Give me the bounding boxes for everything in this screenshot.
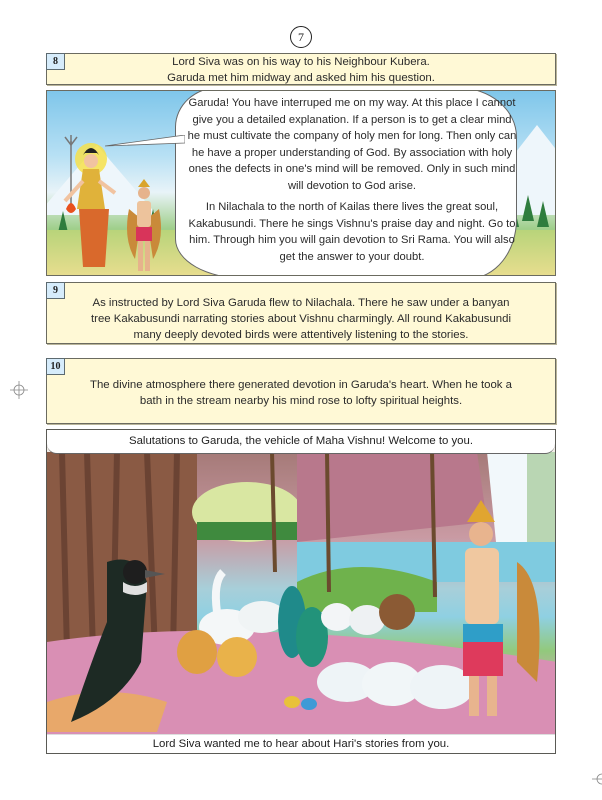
caption-text <box>47 54 555 86</box>
caption-panel-9 <box>46 282 556 344</box>
speech-paragraph-1: Garuda! You have interruped me on my way. At this place I cannot give you a detailed explanation. If a person is to get a clear mind he must cultivate the company of holy men for long. Then only can he have a proper understanding of God. By association with holy ones the defects in one's mind will be removed. Only in such mind will devotion to God arise. <box>187 97 517 192</box>
panel-number-tag: 9 <box>46 282 65 299</box>
caption-panel-10 <box>46 358 556 424</box>
siva-figure-icon <box>61 131 119 276</box>
speech-paragraph-2: In Nilachala to the north of Kailas there lives the great soul, Kakabusundi. There he sings Vishnu's praise day and night. Go to him. Through him you will gain devotion to Sri Rama. You will also get the answer to your doubt. <box>188 201 516 263</box>
page-number: 7 <box>290 26 312 48</box>
garuda-speech: Lord Siva wanted me to hear about Hari's stories from you. <box>47 734 555 753</box>
kakabusundi-speech: Salutations to Garuda, the vehicle of Maha Vishnu! Welcome to you. <box>47 430 555 454</box>
pine-tree <box>537 201 549 227</box>
caption-line-1: Lord Siva was on his way to his Neighbour Kubera. <box>172 56 430 68</box>
illustration-kakabusundi-birds <box>46 429 556 754</box>
caption-text: The divine atmosphere there generated devotion in Garuda's heart. When he took a bath in the stream nearby his mind rose to lofty spiritual heights. <box>90 379 512 407</box>
panel-number-tag: 10 <box>46 358 65 375</box>
panel-number-tag: 8 <box>46 53 65 70</box>
pine-tree <box>522 195 534 221</box>
garuda-figure-icon <box>123 179 165 275</box>
scene-artwork-icon <box>47 452 555 736</box>
siva-speech-text <box>187 95 517 265</box>
caption-text: As instructed by Lord Siva Garuda flew to Nilachala. There he saw under a banyan tree Kakabusundi narrating stories about Vishnu charmingly. All round Kakabusundi many deeply devoted birds were attentively listening to the stories. <box>90 297 512 341</box>
caption-panel-8 <box>46 53 556 85</box>
banyan-scene <box>47 452 555 736</box>
speech-tail <box>105 135 185 147</box>
caption-line-2: Garuda met him midway and asked him his question. <box>167 72 435 84</box>
half-crosshair-registration-icon <box>590 771 602 787</box>
crosshair-registration-icon <box>10 381 28 399</box>
illustration-siva-garuda <box>46 90 556 276</box>
